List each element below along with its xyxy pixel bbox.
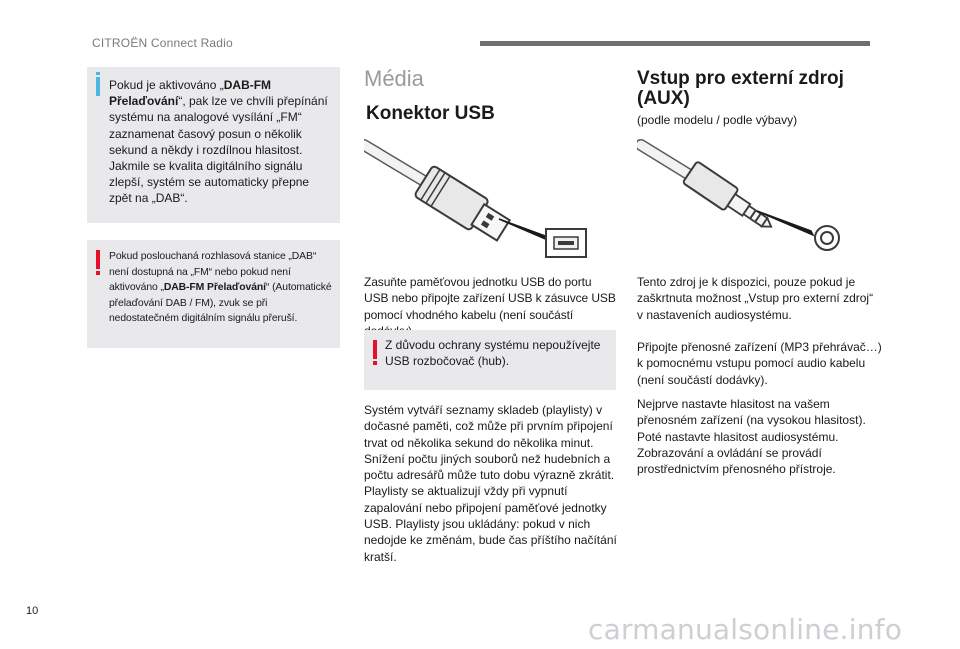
watermark: carmanualsonline.info (588, 613, 903, 646)
usb-paragraph-1: Zasuňte paměťovou jednotku USB do portu USB nebo připojte zařízení USB k zásuvce USB pomocí vhodného kabelu (není součástí (364, 275, 616, 322)
info-note-text-2: “, pak lze ve chvíli přepínání systému na analogové vysílání „FM“ zaznamenat časový posun o několik sekund a někdy i rozdílnou hlasitost. Jakmile se kvalita digitálního signálu zlepší, systém se automaticky přepne zpět na „DAB“. (109, 94, 328, 206)
page-number: 10 (26, 605, 39, 617)
warning-icon (96, 250, 100, 269)
usb-paragraph-2-line-2: Snížení počtu jiných souborů než hudebních a počtu adresářů může tuto dobu výrazně zkrátit. (364, 451, 615, 483)
info-icon (96, 77, 100, 96)
warning-icon (373, 340, 377, 359)
aux-subtitle: (podle modelu / podle výbavy) (637, 113, 798, 127)
warning-note-bold: DAB-FM Přelaďování (163, 282, 266, 294)
usb-heading: Konektor USB (366, 103, 495, 124)
info-note-text (109, 77, 334, 207)
usb-paragraph-2 (364, 402, 620, 565)
usb-paragraph-2-line-3: Playlisty se aktualizují vždy při vypnutí zapalování nebo připojení paměťové jednotky USB. Playlisty jsou ukládány: pokud v nich nedojde ke změnám, bude čas příštího načítání kratší. (364, 484, 617, 564)
warning-note-text (109, 249, 337, 327)
info-note-box (87, 67, 340, 223)
aux-paragraph-1: Tento zdroj je k dispozici, pouze pokud je zaškrtnuta možnost „Vstup pro externí zdroj“ v nastaveních audiosystému. (637, 275, 874, 322)
warning-note-text-2: “ (Automatické přelaďování DAB / FM), zvuk se při nedostatečném digitálním signálu přeruší. (109, 282, 332, 325)
section-title-media: Média (364, 66, 424, 91)
usb-warning-text: Z důvodu ochrany systému nepoužívejte USB rozbočovač (hub). (385, 338, 601, 369)
warning-note-box (87, 240, 340, 348)
aux-heading: Vstup pro externí zdroj (AUX) (637, 68, 844, 109)
usb-paragraph-2-line-1: Systém vytváří seznamy skladeb (playlisty) v dočasné paměti, což může při prvním připojení trvat od několika sekund do několika minut. (364, 403, 613, 450)
info-note-text-1: Pokud je aktivováno „ (109, 78, 224, 92)
usb-connector-illustration (364, 137, 590, 261)
usb-warning-box (364, 330, 616, 390)
aux-paragraph-2: Připojte přenosné zařízení (MP3 přehrávač…) k pomocnému vstupu pomocí audio kabelu (není součástí dodávky). (637, 340, 882, 387)
header-title: CITROËN Connect Radio (92, 36, 233, 50)
header-bar (480, 41, 870, 46)
info-note-bold: DAB-FM Přelaďování (109, 78, 272, 109)
aux-paragraph-3: Nejprve nastavte hlasitost na vašem přenosném zařízení (na vysokou hlasitost). Poté nastavte hlasitost audiosystému. Zobrazování a ovládání se provádí prostřednictvím přenosného přístroje. (637, 397, 866, 477)
warning-note-text-1: Pokud poslouchaná rozhlasová stanice „DAB“ není dostupná na „FM“ nebo pokud není aktivováno „ (109, 251, 317, 294)
aux-jack-illustration (637, 137, 842, 255)
